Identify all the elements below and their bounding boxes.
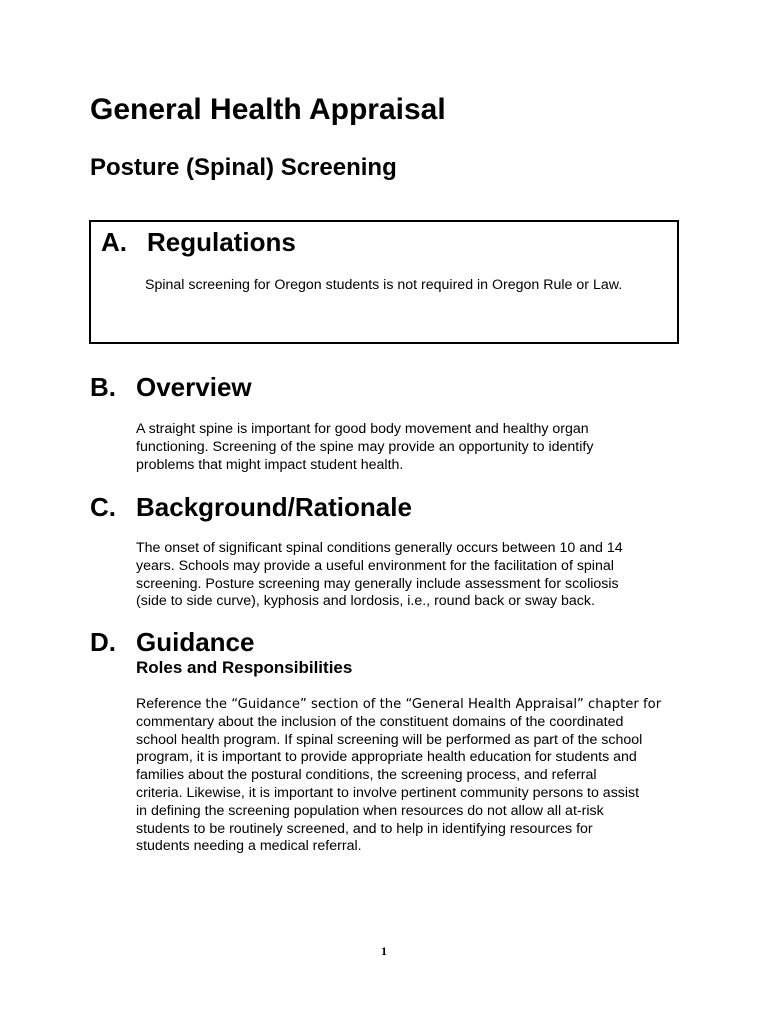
section-letter: B. [90,372,116,402]
section-heading-overview [90,371,252,403]
section-letter: C. [90,492,116,522]
section-heading-background [90,491,412,523]
paragraph-line: students to be routinely screened, and to help in identifying resources for [136,820,593,837]
paragraph-line: commentary about the inclusion of the constituent domains of the coordinated [136,713,624,730]
document-title: General Health Appraisal [90,93,446,126]
section-title: Regulations [147,227,296,257]
section-heading-guidance [90,626,254,658]
paragraph-line [136,696,661,714]
paragraph-line: A straight spine is important for good body movement and healthy organ [136,421,589,437]
paragraph-line: problems that might impact student health. [136,456,404,473]
section-heading-regulations [101,226,296,258]
paragraph-line: criteria. Likewise, it is important to involve pertinent community persons to assist [136,784,640,801]
paragraph-line: The onset of significant spinal conditions generally occurs between 10 and 14 [136,540,623,556]
overview-paragraph [136,421,593,474]
section-title: Background/Rationale [136,492,412,522]
regulations-paragraph [145,277,622,295]
section-letter: D. [90,627,116,657]
section-title: Guidance [136,627,255,657]
section-letter: A. [101,227,127,257]
paragraph-line-start: Reference [136,696,206,712]
paragraph-line: screening. Posture screening may generally include assessment for scoliosis [136,575,619,592]
guidance-paragraph [136,696,661,856]
paragraph-line: functioning. Screening of the spine may provide an opportunity to identify [136,438,594,455]
guidance-subheading: Roles and Responsibilities [136,658,353,677]
paragraph-line: (side to side curve), kyphosis and lordosis, i.e., round back or sway back. [136,593,595,610]
paragraph-line: program, it is important to provide appropriate health education for students and [136,749,637,766]
paragraph-line: years. Schools may provide a useful environment for the facilitation of spinal [136,557,614,574]
paragraph-line: students needing a medical referral. [136,838,362,855]
page-number: 1 [381,944,387,958]
document-subtitle: Posture (Spinal) Screening [90,154,397,181]
paragraph-line: in defining the screening population when resources do not allow all at-risk [136,802,604,819]
paragraph-line-rest: the “Guidance” section of the “General Health Appraisal” chapter for [205,697,662,712]
paragraph-line: families about the postural conditions, the screening process, and referral [136,767,597,784]
paragraph-line: school health program. If spinal screening will be performed as part of the school [136,731,643,748]
background-paragraph [136,540,623,611]
paragraph-line: Spinal screening for Oregon students is not required in Oregon Rule or Law. [145,277,623,293]
section-title: Overview [136,372,252,402]
